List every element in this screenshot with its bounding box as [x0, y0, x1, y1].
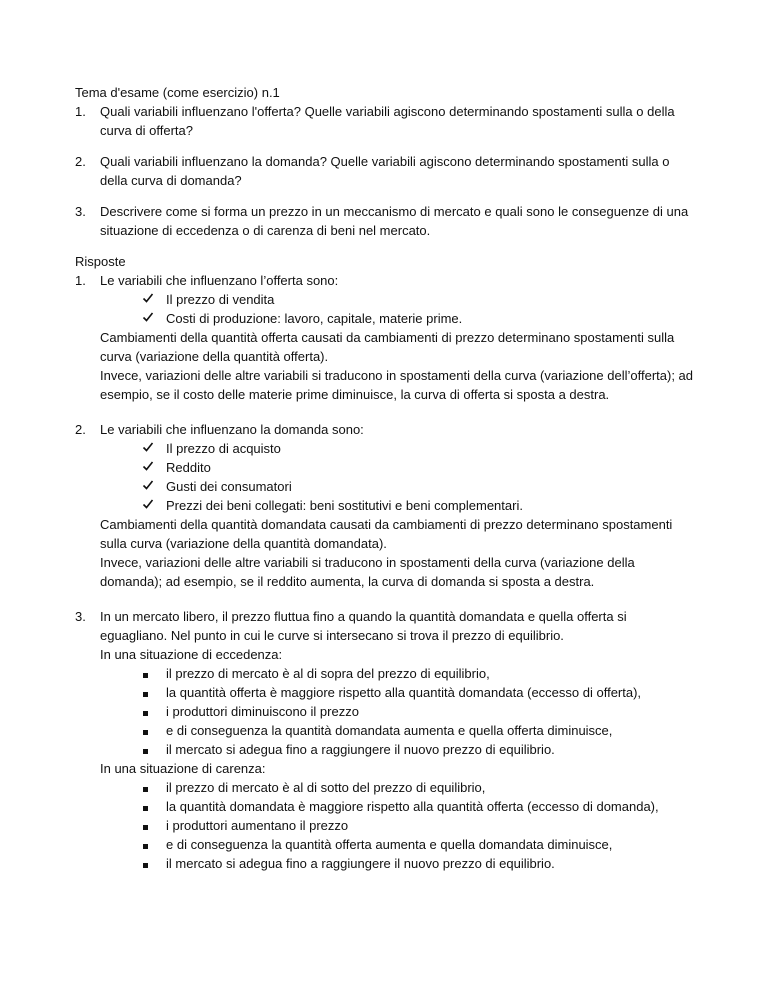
- check-icon: [142, 290, 156, 309]
- check-list: [100, 290, 695, 328]
- list-item-text: il prezzo di mercato è al di sopra del prezzo di equilibrio,: [166, 666, 490, 681]
- answer-item: [75, 420, 695, 591]
- answer-item: [75, 271, 695, 404]
- answers-heading: Risposte: [75, 254, 126, 269]
- list-item-text: la quantità offerta è maggiore rispetto alla quantità domandata (eccesso di offerta),: [166, 685, 642, 700]
- list-item: [100, 854, 695, 873]
- eccedenza-label: In una situazione di eccedenza:: [100, 647, 283, 662]
- list-item: [100, 683, 695, 702]
- square-bullet-icon: [143, 702, 155, 721]
- list-item: [100, 439, 695, 458]
- document-page: [75, 83, 695, 889]
- list-item-text: i produttori aumentano il prezzo: [166, 818, 349, 833]
- check-list: [100, 439, 695, 515]
- square-bullet-icon: [143, 854, 155, 873]
- list-item-text: Il prezzo di vendita: [166, 292, 275, 307]
- answer-paragraph: Invece, variazioni delle altre variabili si traducono in spostamenti della curva (variazione dell’offerta); ad esempio, se il costo delle materie prime diminuisce, la curva di offerta si sposta a destra.: [100, 368, 694, 402]
- check-icon: [142, 496, 156, 515]
- square-bullet-icon: [143, 797, 155, 816]
- answer-paragraph: Cambiamenti della quantità domandata causati da cambiamenti di prezzo determinano spostamenti sulla curva (variazione della quantità domandata).: [100, 517, 673, 551]
- question-list: [75, 102, 695, 240]
- list-item-text: e di conseguenza la quantità offerta aumenta e quella domandata diminuisce,: [166, 837, 613, 852]
- answer-paragraph: Invece, variazioni delle altre variabili si traducono in spostamenti della curva (variazione della domanda); ad esempio, se il reddito aumenta, la curva di domanda si sposta a destra.: [100, 555, 635, 589]
- square-bullet-icon: [143, 740, 155, 759]
- square-bullet-icon: [143, 778, 155, 797]
- list-item: [100, 797, 695, 816]
- carenza-label: In una situazione di carenza:: [100, 761, 266, 776]
- answer-list: [75, 271, 695, 873]
- question-number: 3.: [75, 204, 86, 219]
- check-icon: [142, 477, 156, 496]
- carenza-list: [100, 778, 695, 873]
- question-number: 1.: [75, 104, 86, 119]
- list-item-text: Gusti dei consumatori: [166, 479, 292, 494]
- check-icon: [142, 439, 156, 458]
- answer-number: 3.: [75, 609, 86, 624]
- check-icon: [142, 309, 156, 328]
- list-item-text: Costi di produzione: lavoro, capitale, materie prime.: [166, 311, 463, 326]
- question-text: Quali variabili influenzano la domanda? Quelle variabili agiscono determinando spostamenti sulla o della curva di domanda?: [100, 154, 670, 188]
- square-bullet-icon: [143, 683, 155, 702]
- answer-number: 2.: [75, 422, 86, 437]
- list-item: [100, 835, 695, 854]
- question-item: [75, 202, 695, 240]
- list-item-text: Il prezzo di acquisto: [166, 441, 281, 456]
- list-item: [100, 664, 695, 683]
- question-item: [75, 152, 695, 190]
- list-item-text: la quantità domandata è maggiore rispetto alla quantità offerta (eccesso di domanda),: [166, 799, 659, 814]
- list-item: [100, 721, 695, 740]
- list-item-text: i produttori diminuiscono il prezzo: [166, 704, 359, 719]
- answer-intro: Le variabili che influenzano la domanda sono:: [100, 422, 364, 437]
- answer-paragraph: Cambiamenti della quantità offerta causati da cambiamenti di prezzo determinano spostamenti sulla curva (variazione della quantità offerta).: [100, 330, 675, 364]
- list-item-text: il mercato si adegua fino a raggiungere il nuovo prezzo di equilibrio.: [166, 856, 555, 871]
- list-item: [100, 458, 695, 477]
- list-item: [100, 778, 695, 797]
- question-item: [75, 102, 695, 140]
- list-item: [100, 816, 695, 835]
- square-bullet-icon: [143, 835, 155, 854]
- list-item: [100, 702, 695, 721]
- list-item: [100, 477, 695, 496]
- eccedenza-list: [100, 664, 695, 759]
- question-text: Descrivere come si forma un prezzo in un meccanismo di mercato e quali sono le conseguenze di una situazione di eccedenza o di carenza di beni nel mercato.: [100, 204, 689, 238]
- square-bullet-icon: [143, 664, 155, 683]
- document-title: Tema d'esame (come esercizio) n.1: [75, 85, 280, 100]
- list-item-text: e di conseguenza la quantità domandata aumenta e quella offerta diminuisce,: [166, 723, 613, 738]
- answer-intro: In un mercato libero, il prezzo fluttua fino a quando la quantità domandata e quella offerta si eguagliano. Nel punto in cui le curve si intersecano si trova il prezzo di equilibrio.: [100, 609, 627, 643]
- list-item: [100, 290, 695, 309]
- list-item: [100, 740, 695, 759]
- square-bullet-icon: [143, 816, 155, 835]
- list-item-text: Prezzi dei beni collegati: beni sostitutivi e beni complementari.: [166, 498, 523, 513]
- question-text: Quali variabili influenzano l'offerta? Quelle variabili agiscono determinando spostamenti sulla o della curva di offerta?: [100, 104, 675, 138]
- answer-number: 1.: [75, 273, 86, 288]
- list-item-text: il mercato si adegua fino a raggiungere il nuovo prezzo di equilibrio.: [166, 742, 555, 757]
- question-number: 2.: [75, 154, 86, 169]
- answer-intro: Le variabili che influenzano l’offerta sono:: [100, 273, 339, 288]
- check-icon: [142, 458, 156, 477]
- list-item-text: Reddito: [166, 460, 211, 475]
- answer-item: [75, 607, 695, 873]
- list-item-text: il prezzo di mercato è al di sotto del prezzo di equilibrio,: [166, 780, 486, 795]
- list-item: [100, 309, 695, 328]
- list-item: [100, 496, 695, 515]
- square-bullet-icon: [143, 721, 155, 740]
